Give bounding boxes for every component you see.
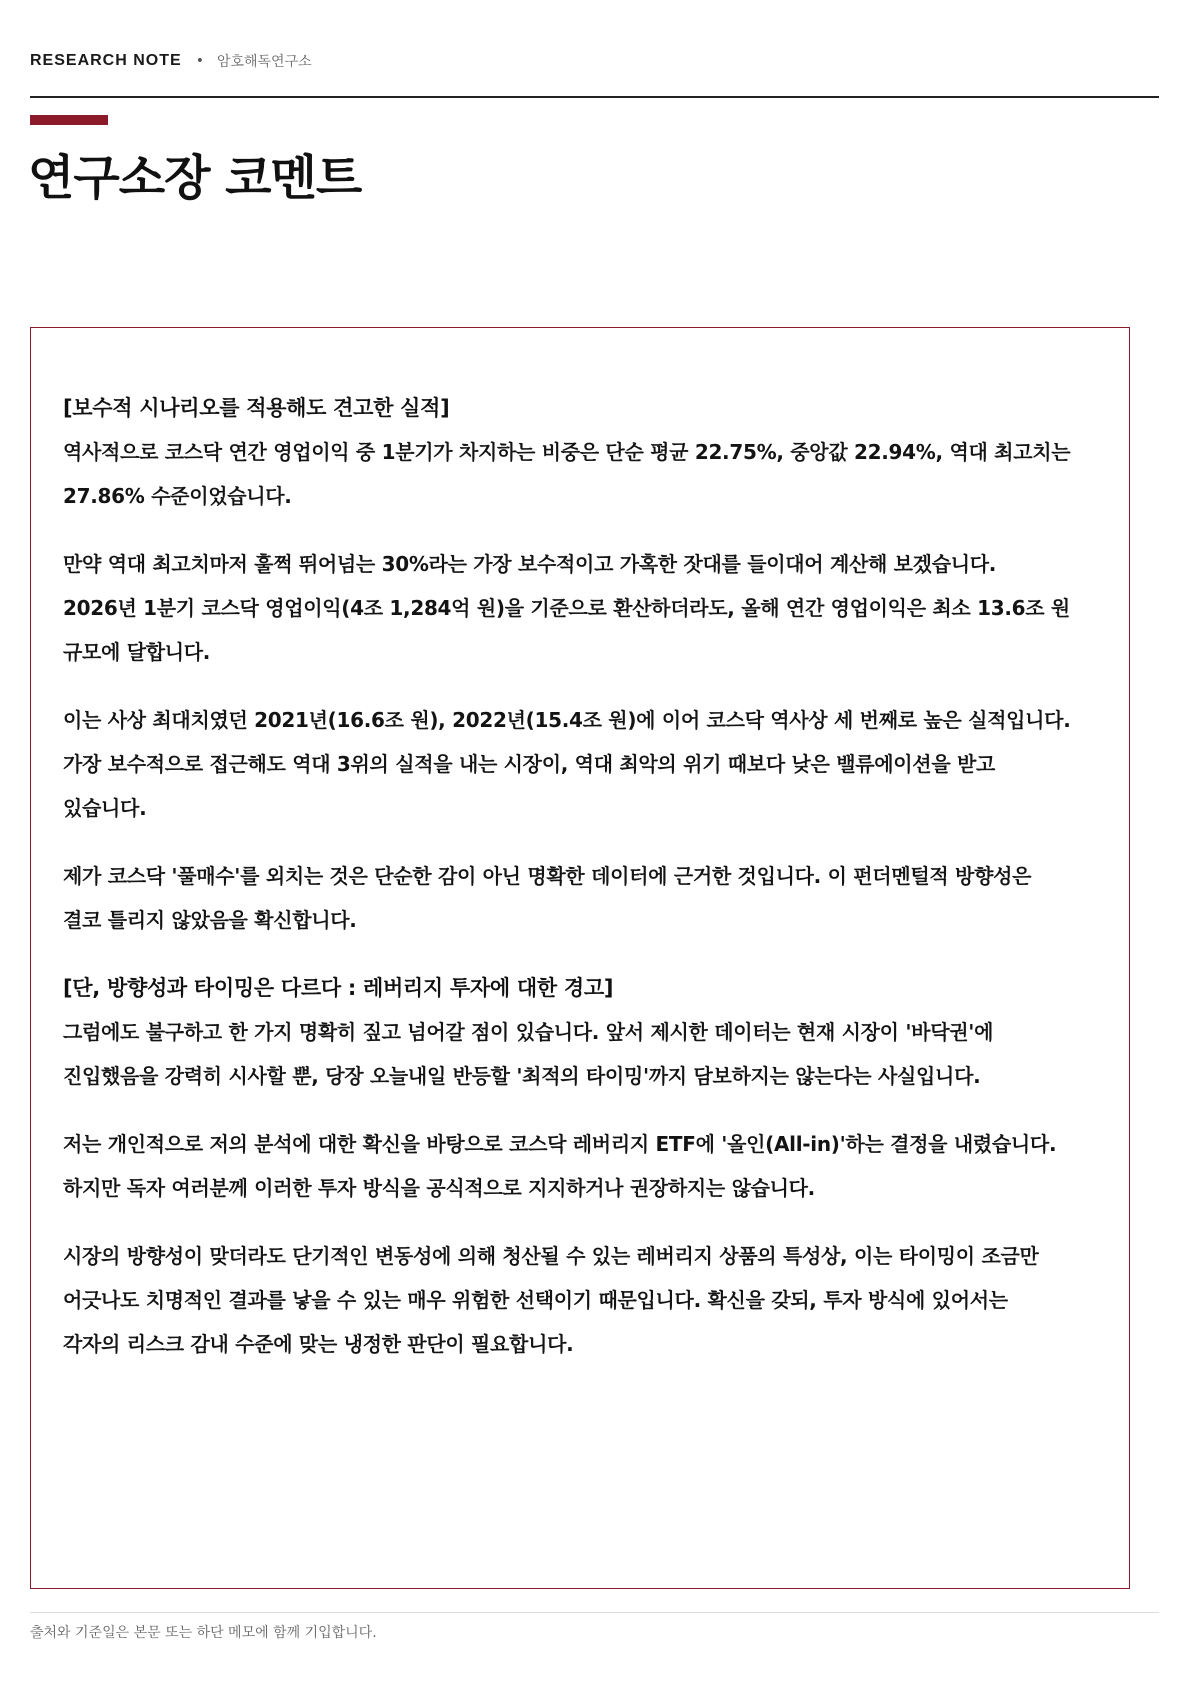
paragraph-line: 이는 사상 최대치였던 2021년(16.6조 원), 2022년(15.4조 원)에 이어 코스닥 역사상 세 번째로 높은 실적입니다. (63, 708, 1071, 732)
paragraph-line: 가장 보수적으로 접근해도 역대 3위의 실적을 내는 시장이, 역대 최악의 위기 때보다 낮은 밸류에이션을 받고 (63, 752, 996, 776)
paragraph-line: 그럼에도 불구하고 한 가지 명확히 짚고 넘어갈 점이 있습니다. 앞서 제시한 데이터는 현재 시장이 '바닥권'에 (63, 1020, 994, 1044)
comment-card (30, 327, 1130, 1589)
page-title: 연구소장 코멘트 (28, 150, 362, 206)
section-2 (63, 966, 1103, 1098)
paragraph-line: 2026년 1분기 코스닥 영업이익(4조 1,284억 원)을 기준으로 환산하더라도, 올해 연간 영업이익은 최소 13.6조 원 (63, 596, 1070, 620)
section-heading: [단, 방향성과 타이밍은 다르다 : 레버리지 투자에 대한 경고] (63, 976, 614, 1000)
comment-content (63, 386, 1103, 1390)
paragraph-line: 역사적으로 코스닥 연간 영업이익 중 1분기가 차지하는 비중은 단순 평균 22.75%, 중앙값 22.94%, 역대 최고치는 (63, 440, 1071, 464)
header-org: 암호해독연구소 (216, 54, 312, 70)
paragraph (63, 854, 1103, 942)
title-accent-bar (30, 115, 108, 125)
page-header (30, 50, 312, 72)
paragraph-line: 있습니다. (63, 796, 147, 820)
paragraph-line: 제가 코스닥 '풀매수'를 외치는 것은 단순한 감이 아닌 명확한 데이터에 근거한 것입니다. 이 펀더멘털적 방향성은 (63, 864, 1032, 888)
paragraph-line: 결코 틀리지 않았음을 확신합니다. (63, 908, 357, 932)
paragraph-line: 각자의 리스크 감내 수준에 맞는 냉정한 판단이 필요합니다. (63, 1332, 574, 1356)
paragraph (63, 542, 1103, 674)
paragraph-line: 시장의 방향성이 맞더라도 단기적인 변동성에 의해 청산될 수 있는 레버리지 상품의 특성상, 이는 타이밍이 조금만 (63, 1244, 1039, 1268)
header-rule (30, 96, 1159, 98)
section-1 (63, 386, 1103, 518)
header-separator: • (195, 53, 204, 69)
paragraph (63, 1234, 1103, 1366)
paragraph-line: 만약 역대 최고치마저 훌쩍 뛰어넘는 30%라는 가장 보수적이고 가혹한 잣대를 들이대어 계산해 보겠습니다. (63, 552, 997, 576)
paragraph-line: 규모에 달합니다. (63, 640, 211, 664)
paragraph (63, 698, 1103, 830)
paragraph-line: 어긋나도 치명적인 결과를 낳을 수 있는 매우 위험한 선택이기 때문입니다. 확신을 갖되, 투자 방식에 있어서는 (63, 1288, 1008, 1312)
footnote: 출처와 기준일은 본문 또는 하단 메모에 함께 기입합니다. (30, 1625, 377, 1641)
paragraph-line: 27.86% 수준이었습니다. (63, 484, 292, 508)
paragraph (63, 1122, 1103, 1210)
header-kicker: RESEARCH NOTE (30, 52, 182, 69)
paragraph-line: 하지만 독자 여러분께 이러한 투자 방식을 공식적으로 지지하거나 권장하지는 않습니다. (63, 1176, 815, 1200)
section-heading: [보수적 시나리오를 적용해도 견고한 실적] (63, 396, 450, 420)
footer-rule (30, 1612, 1159, 1613)
paragraph-line: 저는 개인적으로 저의 분석에 대한 확신을 바탕으로 코스닥 레버리지 ETF에 '올인(All-in)'하는 결정을 내렸습니다. (63, 1132, 1057, 1156)
paragraph-line: 진입했음을 강력히 시사할 뿐, 당장 오늘내일 반등할 '최적의 타이밍'까지 담보하지는 않는다는 사실입니다. (63, 1064, 981, 1088)
